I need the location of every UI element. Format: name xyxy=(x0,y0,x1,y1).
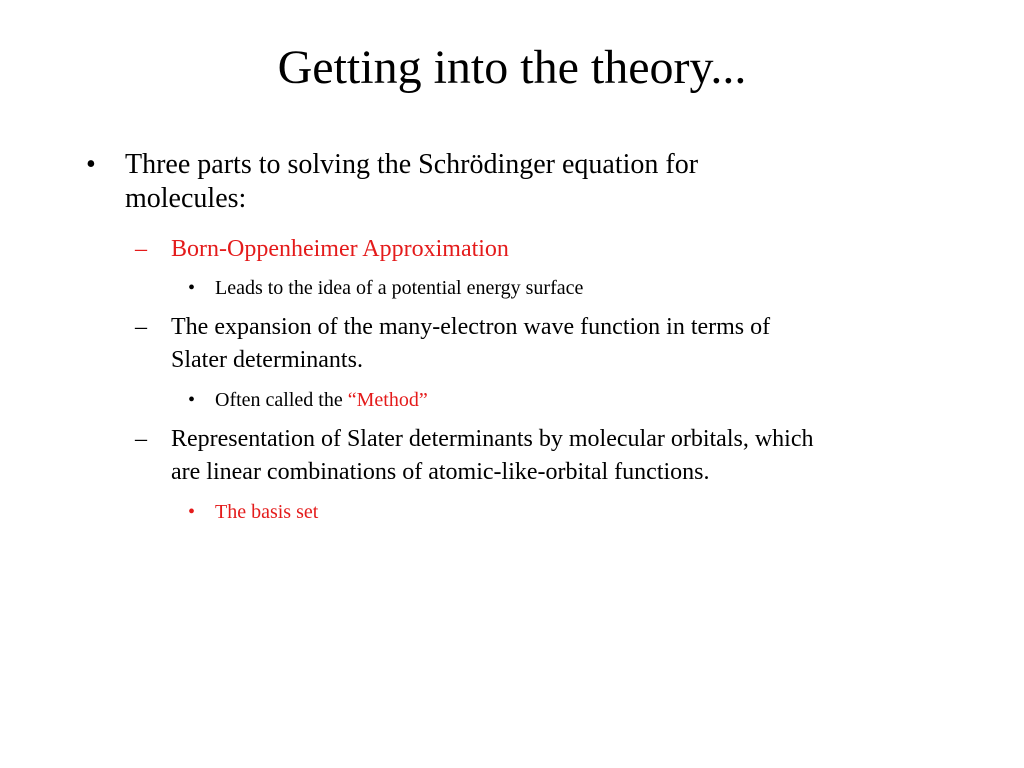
bullet-three-parts-line-1: Three parts to solving the Schrödinger equation for xyxy=(125,149,699,180)
sub-sub-bullet-potential-energy-surface: Leads to the idea of a potential energy surface xyxy=(215,277,584,299)
method-highlight-text: “Method” xyxy=(347,389,428,411)
sub-sub-bullet-basis-set: The basis set xyxy=(215,501,319,523)
dash-marker: – xyxy=(135,314,147,340)
dash-marker: – xyxy=(135,426,147,452)
sub-bullet-representation-line-2: are linear combinations of atomic-like-orbital functions. xyxy=(171,459,710,485)
dash-marker: – xyxy=(135,236,147,262)
slide-title: Getting into the theory... xyxy=(277,41,747,94)
sub-sub-bullet-method xyxy=(215,387,428,413)
bullet-marker: • xyxy=(188,277,196,299)
bullet-marker: • xyxy=(188,501,196,523)
sub-bullet-expansion-line-1: The expansion of the many-electron wave function in terms of xyxy=(171,314,771,340)
bullet-marker: • xyxy=(188,389,196,411)
sub-bullet-representation-line-1: Representation of Slater determinants by molecular orbitals, which xyxy=(171,426,814,452)
method-prefix-text: Often called the xyxy=(215,389,348,411)
sub-bullet-representation xyxy=(171,423,813,489)
bullet-three-parts xyxy=(125,148,698,216)
bullet-three-parts-line-2: molecules: xyxy=(125,183,247,214)
sub-bullet-expansion-line-2: Slater determinants. xyxy=(171,347,363,373)
sub-bullet-expansion xyxy=(171,311,770,377)
sub-bullet-born-oppenheimer: Born-Oppenheimer Approximation xyxy=(171,236,509,262)
bullet-marker: • xyxy=(86,149,96,180)
